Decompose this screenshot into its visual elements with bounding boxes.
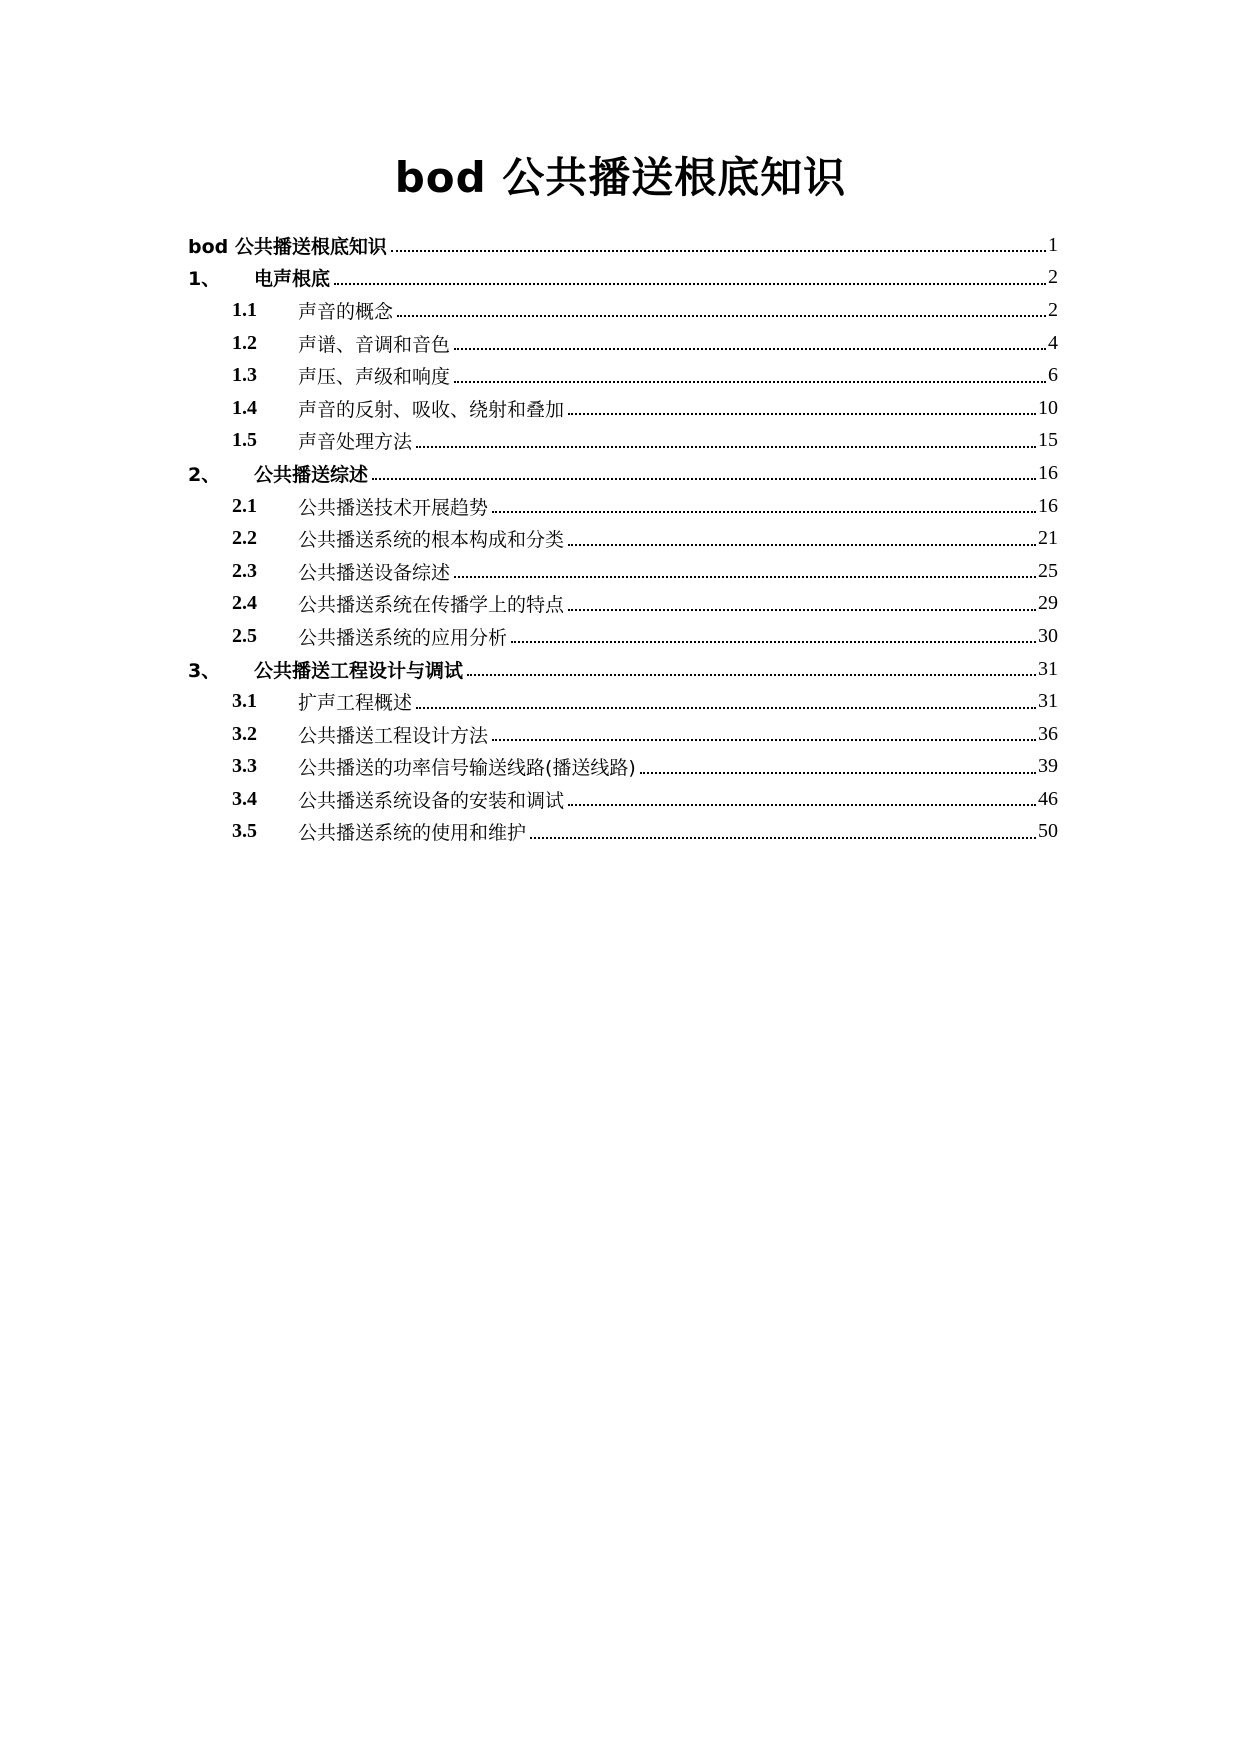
toc-entry-number: 2.3 [232,559,257,582]
toc-dot-leader [467,674,1036,676]
toc-entry-page: 50 [1038,820,1058,843]
toc-entry-page: 31 [1038,690,1058,713]
toc-entry-label: 公共播送技术开展趋势 [298,496,489,519]
toc-dot-leader [640,772,1036,774]
toc-entry-page: 16 [1038,494,1058,517]
toc-entry-number: 3.3 [232,755,257,778]
toc-entry[interactable] [188,653,1058,686]
toc-dot-leader [511,641,1036,643]
toc-entry-number: 1.2 [232,331,257,354]
toc-entry-label: 声谱、音调和音色 [298,333,451,356]
toc-dot-leader [454,348,1046,350]
toc-entry-label: 公共播送设备综述 [298,561,451,584]
toc-dot-leader [492,511,1036,513]
toc-entry[interactable] [188,262,1058,295]
toc-entry[interactable] [188,490,1058,523]
toc-entry[interactable] [188,783,1058,816]
toc-dot-leader [454,381,1046,383]
toc-entry-number: 1.3 [232,364,257,387]
toc-entry-page: 29 [1038,592,1058,615]
toc-entry-label: bod 公共播送根底知识 [188,235,387,258]
toc-dot-leader [568,544,1036,546]
toc-entry[interactable] [188,229,1058,262]
toc-entry-number: 2.4 [232,592,257,615]
toc-entry-page: 46 [1038,787,1058,810]
toc-dot-leader [492,739,1036,741]
toc-entry-page: 2 [1048,298,1058,321]
toc-entry-page: 1 [1048,233,1058,256]
toc-entry-label: 电声根底 [254,268,331,291]
toc-dot-leader [530,837,1036,839]
toc-entry-label: 声音处理方法 [298,431,413,454]
toc-entry-page: 25 [1038,559,1058,582]
toc-entry-label: 扩声工程概述 [298,692,413,715]
toc-entry[interactable] [188,588,1058,621]
toc-entry[interactable] [188,392,1058,425]
toc-entry-page: 30 [1038,624,1058,647]
toc-entry-label: 公共播送系统的使用和维护 [298,822,527,845]
toc-entry-label: 公共播送系统的根本构成和分类 [298,529,565,552]
toc-entry-label: 公共播送系统设备的安装和调试 [298,789,565,812]
toc-entry-page: 21 [1038,527,1058,550]
toc-entry-number: 3.4 [232,787,257,810]
toc-entry-number: 1.4 [232,396,257,419]
toc-entry-number: 2.1 [232,494,257,517]
toc-entry-number: 3、 [188,659,221,682]
toc-entry-number: 2.5 [232,624,257,647]
toc-dot-leader [454,576,1036,578]
toc-entry[interactable] [188,685,1058,718]
toc-entry-page: 15 [1038,429,1058,452]
toc-entry-page: 39 [1038,755,1058,778]
toc-entry[interactable] [188,294,1058,327]
toc-entry[interactable] [188,751,1058,784]
toc-dot-leader [372,478,1036,480]
toc-dot-leader [397,315,1046,317]
toc-entry-page: 4 [1048,331,1058,354]
toc-entry-number: 1.5 [232,429,257,452]
toc-dot-leader [568,413,1036,415]
table-of-contents [188,229,1058,848]
toc-entry[interactable] [188,522,1058,555]
toc-entry-label: 声压、声级和响度 [298,366,451,389]
toc-entry[interactable] [188,816,1058,849]
toc-entry[interactable] [188,359,1058,392]
toc-entry[interactable] [188,425,1058,458]
toc-entry[interactable] [188,457,1058,490]
toc-dot-leader [416,446,1036,448]
toc-entry-page: 36 [1038,722,1058,745]
toc-entry-number: 2、 [188,463,221,486]
toc-entry-label: 公共播送工程设计与调试 [254,659,464,682]
toc-dot-leader [568,804,1036,806]
toc-entry-label: 公共播送的功率信号输送线路(播送线路) [298,757,636,780]
toc-entry-page: 16 [1038,461,1058,484]
toc-entry[interactable] [188,718,1058,751]
toc-entry-label: 声音的概念 [298,300,394,323]
toc-entry[interactable] [188,620,1058,653]
toc-entry-number: 2.2 [232,527,257,550]
toc-entry-label: 公共播送工程设计方法 [298,724,489,747]
toc-entry-number: 1、 [188,268,221,291]
toc-entry-page: 10 [1038,396,1058,419]
toc-dot-leader [416,707,1036,709]
toc-entry[interactable] [188,555,1058,588]
toc-entry-number: 3.5 [232,820,257,843]
toc-dot-leader [334,283,1046,285]
toc-entry-label: 公共播送系统的应用分析 [298,626,508,649]
toc-entry-label: 公共播送系统在传播学上的特点 [298,594,565,617]
toc-entry-label: 声音的反射、吸收、绕射和叠加 [298,398,565,421]
toc-entry[interactable] [188,327,1058,360]
toc-entry-number: 1.1 [232,298,257,321]
toc-entry-page: 31 [1038,657,1058,680]
toc-entry-number: 3.1 [232,690,257,713]
toc-entry-page: 6 [1048,364,1058,387]
toc-entry-number: 3.2 [232,722,257,745]
toc-dot-leader [391,250,1046,252]
toc-entry-page: 2 [1048,266,1058,289]
toc-dot-leader [568,609,1036,611]
toc-entry-label: 公共播送综述 [254,463,369,486]
document-title: bod 公共播送根底知识 [394,153,847,202]
